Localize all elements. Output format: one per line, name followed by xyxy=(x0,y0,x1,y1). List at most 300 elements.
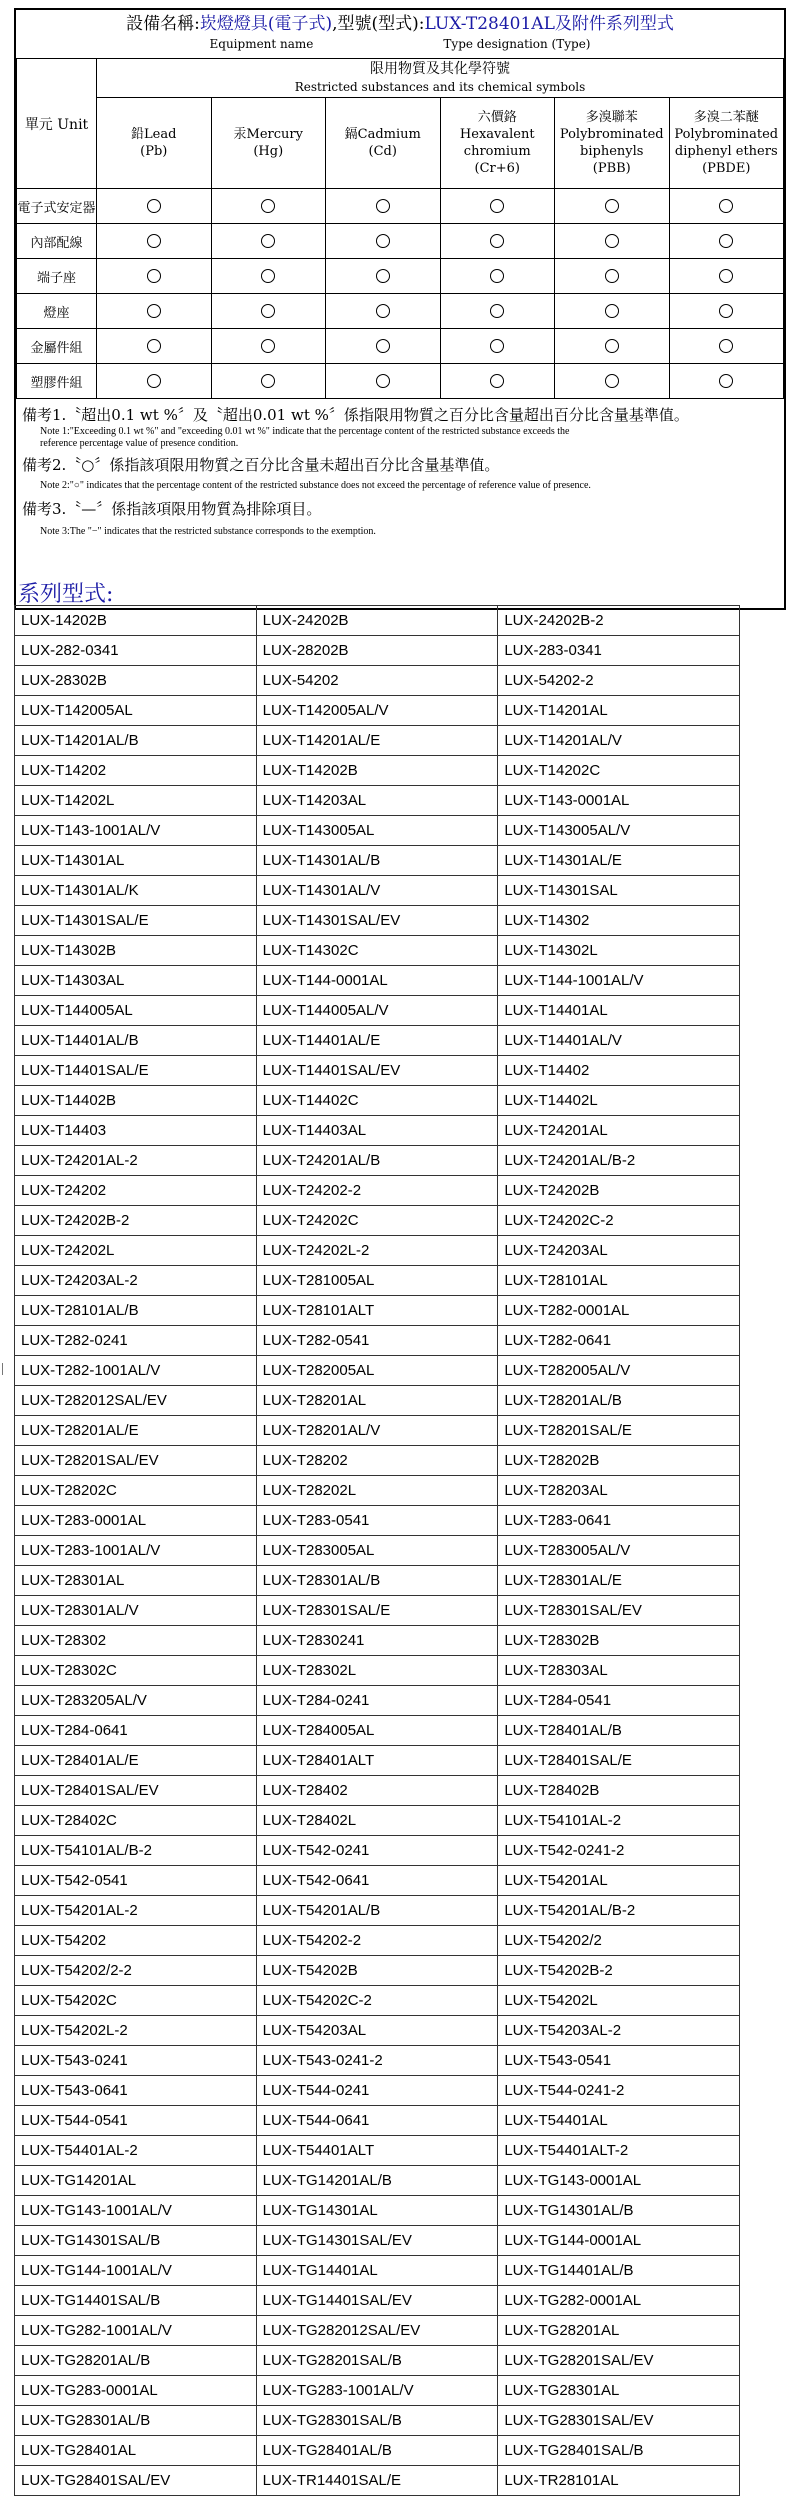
series-model-cell: LUX-T28402C xyxy=(15,1806,257,1836)
table-row xyxy=(15,1866,740,1896)
series-model-cell: LUX-T283-0001AL xyxy=(15,1506,257,1536)
series-model-cell: LUX-T282005AL/V xyxy=(498,1356,740,1386)
table-row xyxy=(15,2016,740,2046)
series-model-cell: LUX-T24202C-2 xyxy=(498,1206,740,1236)
compliance-cell xyxy=(669,259,784,294)
compliance-cell xyxy=(97,364,212,399)
series-model-cell: LUX-T14403 xyxy=(15,1116,257,1146)
table-row xyxy=(15,1836,740,1866)
series-model-cell: LUX-TG28401SAL/EV xyxy=(15,2466,257,2496)
table-row xyxy=(15,1956,740,1986)
series-model-cell: LUX-T281005AL xyxy=(256,1266,498,1296)
series-model-cell: LUX-TG28201AL xyxy=(498,2316,740,2346)
series-model-cell: LUX-T54203AL-2 xyxy=(498,2016,740,2046)
series-model-cell: LUX-T14402 xyxy=(498,1056,740,1086)
table-row xyxy=(15,1656,740,1686)
series-model-cell: LUX-T14201AL/V xyxy=(498,726,740,756)
series-model-cell: LUX-T24202L xyxy=(15,1236,257,1266)
model-name: LUX-T28401AL及附件系列型式 xyxy=(424,14,674,34)
series-model-cell: LUX-T28202 xyxy=(256,1446,498,1476)
series-model-cell: LUX-TG28201SAL/EV xyxy=(498,2346,740,2376)
substance-name: 鎘Cadmium xyxy=(344,127,421,142)
series-model-cell: LUX-T143005AL/V xyxy=(498,816,740,846)
series-model-cell: LUX-T54201AL/B-2 xyxy=(498,1896,740,1926)
compliance-cell xyxy=(669,189,784,224)
series-model-cell: LUX-T14202L xyxy=(15,786,257,816)
substance-row xyxy=(17,189,784,224)
series-model-cell: LUX-T14301AL/K xyxy=(15,876,257,906)
series-model-cell: LUX-TG14301SAL/EV xyxy=(256,2226,498,2256)
series-model-cell: LUX-T54201AL-2 xyxy=(15,1896,257,1926)
compliance-cell xyxy=(211,189,326,224)
series-model-cell: LUX-T14201AL xyxy=(498,696,740,726)
series-model-cell: LUX-T14302 xyxy=(498,906,740,936)
series-model-cell: LUX-T54101AL/B-2 xyxy=(15,1836,257,1866)
compliance-cell xyxy=(555,259,670,294)
table-row xyxy=(15,2046,740,2076)
series-model-cell: LUX-T144005AL/V xyxy=(256,996,498,1026)
series-model-cell: LUX-T542-0541 xyxy=(15,1866,257,1896)
series-title: 系列型式: xyxy=(18,582,114,607)
series-model-cell: LUX-24202B xyxy=(256,606,498,636)
series-model-cell: LUX-T54401AL-2 xyxy=(15,2136,257,2166)
series-model-cell: LUX-T14403AL xyxy=(256,1116,498,1146)
circle-mark-icon xyxy=(490,234,504,248)
series-model-cell: LUX-T28303AL xyxy=(498,1656,740,1686)
series-model-cell: LUX-T28302L xyxy=(256,1656,498,1686)
compliance-cell xyxy=(440,329,555,364)
series-model-cell: LUX-T14303AL xyxy=(15,966,257,996)
series-model-cell: LUX-T544-0241 xyxy=(256,2076,498,2106)
series-model-cell: LUX-T14301SAL xyxy=(498,876,740,906)
series-model-cell: LUX-TG282-0001AL xyxy=(498,2286,740,2316)
series-model-cell: LUX-T544-0641 xyxy=(256,2106,498,2136)
series-model-cell: LUX-T14302C xyxy=(256,936,498,966)
series-model-cell: LUX-TG14401SAL/B xyxy=(15,2286,257,2316)
series-model-cell: LUX-T143-0001AL xyxy=(498,786,740,816)
series-model-cell: LUX-T28203AL xyxy=(498,1476,740,1506)
equipment-line xyxy=(16,10,784,36)
series-model-cell: LUX-T14401AL/E xyxy=(256,1026,498,1056)
circle-mark-icon xyxy=(605,374,619,388)
series-model-cell: LUX-T14401AL/V xyxy=(498,1026,740,1056)
compliance-cell xyxy=(97,259,212,294)
table-row xyxy=(15,1476,740,1506)
series-model-cell: LUX-T142005AL xyxy=(15,696,257,726)
series-model-cell: LUX-T28201AL xyxy=(256,1386,498,1416)
circle-mark-icon xyxy=(490,199,504,213)
note-3-en: Note 3:The "−" indicates that the restricted substance corresponds to the exemption. xyxy=(40,526,376,537)
note-1-en: Note 1:"Exceeding 0.1 wt %" and "exceeding 0.01 wt %" indicate that the percentage content of the restricted substance exceeds the xyxy=(40,426,570,437)
substance-name: 鉛Lead xyxy=(131,127,177,142)
series-model-cell: LUX-T144-1001AL/V xyxy=(498,966,740,996)
series-model-cell: LUX-TG14301AL xyxy=(256,2196,498,2226)
substance-header-row xyxy=(17,98,784,189)
circle-mark-icon xyxy=(605,199,619,213)
circle-mark-icon xyxy=(261,199,275,213)
circle-mark-icon xyxy=(605,304,619,318)
series-model-cell: LUX-T14301SAL/EV xyxy=(256,906,498,936)
table-row xyxy=(15,606,740,636)
compliance-cell xyxy=(97,224,212,259)
series-model-cell: LUX-T24202L-2 xyxy=(256,1236,498,1266)
table-row xyxy=(15,1176,740,1206)
compliance-cell xyxy=(97,294,212,329)
substance-symbol: (PBB) xyxy=(592,161,631,176)
series-model-cell: LUX-T28401SAL/EV xyxy=(15,1776,257,1806)
series-model-cell: LUX-TG14401SAL/EV xyxy=(256,2286,498,2316)
circle-mark-icon xyxy=(719,304,733,318)
series-model-cell: LUX-T14201AL/B xyxy=(15,726,257,756)
series-rows xyxy=(15,606,740,2496)
series-model-cell: LUX-T28101AL xyxy=(498,1266,740,1296)
circle-mark-icon xyxy=(376,304,390,318)
table-row xyxy=(15,1806,740,1836)
series-model-cell: LUX-T54202/2-2 xyxy=(15,1956,257,1986)
series-model-cell: LUX-T14301SAL/E xyxy=(15,906,257,936)
table-row xyxy=(15,1416,740,1446)
series-model-cell: LUX-54202-2 xyxy=(498,666,740,696)
table-row xyxy=(15,2286,740,2316)
compliance-cell xyxy=(555,364,670,399)
series-model-cell: LUX-TG28301SAL/EV xyxy=(498,2406,740,2436)
series-model-cell: LUX-T283205AL/V xyxy=(15,1686,257,1716)
series-model-cell: LUX-T143005AL xyxy=(256,816,498,846)
series-model-cell: LUX-T54201AL/B xyxy=(256,1896,498,1926)
series-model-cell: LUX-T14202 xyxy=(15,756,257,786)
compliance-cell xyxy=(669,294,784,329)
substance-name-zh: 多溴聯苯 xyxy=(585,110,638,125)
circle-mark-icon xyxy=(490,339,504,353)
table-row xyxy=(15,2466,740,2496)
circle-mark-icon xyxy=(261,269,275,283)
table-row xyxy=(15,1536,740,1566)
note-1-en-cont: reference percentage value of presence condition. xyxy=(40,438,239,449)
series-model-cell: LUX-T54101AL-2 xyxy=(498,1806,740,1836)
table-row xyxy=(15,1056,740,1086)
series-model-cell: LUX-T543-0541 xyxy=(498,2046,740,2076)
series-model-cell: LUX-TG143-0001AL xyxy=(498,2166,740,2196)
series-model-cell: LUX-T24202-2 xyxy=(256,1176,498,1206)
restricted-title-en: Restricted substances and its chemical symbols xyxy=(294,80,586,94)
table-row xyxy=(15,726,740,756)
series-model-cell: LUX-T54202C-2 xyxy=(256,1986,498,2016)
table-row xyxy=(15,1146,740,1176)
note-1: 備考1.〝超出0.1 wt %〞及〝超出0.01 wt %〞係指限用物質之百分比含量超出百分比含量基準值。 xyxy=(22,406,689,424)
table-row xyxy=(15,2136,740,2166)
table-row xyxy=(15,1356,740,1386)
compliance-cell xyxy=(555,224,670,259)
circle-mark-icon xyxy=(719,199,733,213)
series-model-cell: LUX-T54201AL xyxy=(498,1866,740,1896)
table-row xyxy=(15,1626,740,1656)
series-model-cell: LUX-TG28401AL xyxy=(15,2436,257,2466)
compliance-cell xyxy=(440,259,555,294)
compliance-cell xyxy=(97,329,212,364)
series-model-cell: LUX-T54202-2 xyxy=(256,1926,498,1956)
table-row xyxy=(15,1986,740,2016)
compliance-cell xyxy=(440,364,555,399)
substance-symbol: (Hg) xyxy=(253,144,284,159)
table-row xyxy=(15,1896,740,1926)
compliance-cell xyxy=(326,189,441,224)
table-row xyxy=(15,1206,740,1236)
table-row xyxy=(15,786,740,816)
series-model-cell: LUX-T28201SAL/E xyxy=(498,1416,740,1446)
series-model-cell: LUX-T14402L xyxy=(498,1086,740,1116)
substance-name: Polybrominated biphenyls xyxy=(559,127,664,159)
series-model-cell: LUX-T543-0241-2 xyxy=(256,2046,498,2076)
equipment-label: 設備名稱: xyxy=(126,14,200,34)
circle-mark-icon xyxy=(147,339,161,353)
series-model-cell: LUX-T24201AL-2 xyxy=(15,1146,257,1176)
table-row xyxy=(15,1716,740,1746)
circle-mark-icon xyxy=(147,374,161,388)
series-model-cell: LUX-T28402L xyxy=(256,1806,498,1836)
table-row xyxy=(15,2256,740,2286)
substance-name-zh: 多溴二苯醚 xyxy=(693,110,759,125)
series-model-cell: LUX-T54202/2 xyxy=(498,1926,740,1956)
series-model-cell: LUX-T54202L xyxy=(498,1986,740,2016)
compliance-cell xyxy=(669,224,784,259)
series-model-cell: LUX-T14401SAL/E xyxy=(15,1056,257,1086)
series-model-cell: LUX-T28202L xyxy=(256,1476,498,1506)
series-model-cell: LUX-T28201SAL/EV xyxy=(15,1446,257,1476)
series-model-cell: LUX-TG14301AL/B xyxy=(498,2196,740,2226)
series-model-cell: LUX-T28202C xyxy=(15,1476,257,1506)
equipment-name: 崁燈燈具(電子式) xyxy=(199,14,333,34)
series-model-cell: LUX-T284-0241 xyxy=(256,1686,498,1716)
compliance-cell xyxy=(555,189,670,224)
compliance-cell xyxy=(211,364,326,399)
substance-row xyxy=(17,259,784,294)
series-model-cell: LUX-TG14201AL/B xyxy=(256,2166,498,2196)
table-row xyxy=(15,996,740,1026)
series-model-cell: LUX-T54401ALT-2 xyxy=(498,2136,740,2166)
table-row xyxy=(15,906,740,936)
series-model-cell: LUX-T544-0541 xyxy=(15,2106,257,2136)
row-unit-name: 內部配線 xyxy=(17,224,97,259)
series-model-cell: LUX-TG282-1001AL/V xyxy=(15,2316,257,2346)
substance-row xyxy=(17,364,784,399)
table-row xyxy=(15,876,740,906)
series-model-cell: LUX-T143-1001AL/V xyxy=(15,816,257,846)
series-model-cell: LUX-T24201AL/B-2 xyxy=(498,1146,740,1176)
series-model-cell: LUX-TG28301SAL/B xyxy=(256,2406,498,2436)
table-row xyxy=(15,966,740,996)
table-row xyxy=(15,1026,740,1056)
table-row xyxy=(15,1926,740,1956)
series-model-cell: LUX-T283005AL xyxy=(256,1536,498,1566)
circle-mark-icon xyxy=(605,234,619,248)
table-row xyxy=(15,2196,740,2226)
series-model-cell: LUX-T54202L-2 xyxy=(15,2016,257,2046)
series-model-cell: LUX-TG144-0001AL xyxy=(498,2226,740,2256)
circle-mark-icon xyxy=(490,374,504,388)
series-model-cell: LUX-TG143-1001AL/V xyxy=(15,2196,257,2226)
series-model-cell: LUX-T284-0541 xyxy=(498,1686,740,1716)
series-model-cell: LUX-T54202 xyxy=(15,1926,257,1956)
compliance-cell xyxy=(326,329,441,364)
series-model-cell: LUX-TG14301SAL/B xyxy=(15,2226,257,2256)
series-model-cell: LUX-T14402B xyxy=(15,1086,257,1116)
series-model-cell: LUX-TG283-0001AL xyxy=(15,2376,257,2406)
substance-pbde xyxy=(669,98,784,189)
series-model-cell: LUX-T54401ALT xyxy=(256,2136,498,2166)
series-model-cell: LUX-T54202B-2 xyxy=(498,1956,740,1986)
series-model-cell: LUX-T282005AL xyxy=(256,1356,498,1386)
substance-name: 汞Mercury xyxy=(233,127,303,142)
series-model-cell: LUX-TG14401AL xyxy=(256,2256,498,2286)
series-model-cell: LUX-TG14201AL xyxy=(15,2166,257,2196)
series-model-cell: LUX-T28301AL xyxy=(15,1566,257,1596)
series-model-cell: LUX-T14302L xyxy=(498,936,740,966)
series-model-cell: LUX-T144-0001AL xyxy=(256,966,498,996)
table-row xyxy=(15,2316,740,2346)
circle-mark-icon xyxy=(719,234,733,248)
compliance-cell xyxy=(211,259,326,294)
table-row xyxy=(15,1566,740,1596)
table-row xyxy=(15,1746,740,1776)
series-model-cell: LUX-T282-0541 xyxy=(256,1326,498,1356)
series-model-cell: LUX-T542-0241-2 xyxy=(498,1836,740,1866)
series-model-cell: LUX-T282-0241 xyxy=(15,1326,257,1356)
substance-symbol: (Cd) xyxy=(368,144,397,159)
circle-mark-icon xyxy=(147,199,161,213)
compliance-cell xyxy=(97,189,212,224)
series-model-cell: LUX-T28302B xyxy=(498,1626,740,1656)
unit-header: 單元 Unit xyxy=(17,59,97,189)
notes xyxy=(16,404,784,538)
series-model-cell: LUX-T543-0241 xyxy=(15,2046,257,2076)
restricted-title: 限用物質及其化學符號 xyxy=(370,61,510,77)
series-model-cell: LUX-T28301SAL/E xyxy=(256,1596,498,1626)
series-model-cell: LUX-T284005AL xyxy=(256,1716,498,1746)
series-model-cell: LUX-TG28201AL/B xyxy=(15,2346,257,2376)
compliance-cell xyxy=(555,294,670,329)
series-table xyxy=(14,605,740,2496)
row-unit-name: 電子式安定器 xyxy=(17,189,97,224)
series-model-cell: LUX-T28101AL/B xyxy=(15,1296,257,1326)
series-model-cell: LUX-T28402 xyxy=(256,1776,498,1806)
table-row xyxy=(15,846,740,876)
series-model-cell: LUX-T54203AL xyxy=(256,2016,498,2046)
table-row xyxy=(15,1596,740,1626)
row-unit-name: 端子座 xyxy=(17,259,97,294)
table-row xyxy=(15,2226,740,2256)
series-model-cell: LUX-T28401AL/E xyxy=(15,1746,257,1776)
series-model-cell: LUX-TG28401SAL/B xyxy=(498,2436,740,2466)
series-model-cell: LUX-T24203AL-2 xyxy=(15,1266,257,1296)
compliance-cell xyxy=(326,259,441,294)
circle-mark-icon xyxy=(261,374,275,388)
circle-mark-icon xyxy=(261,234,275,248)
table-row xyxy=(15,816,740,846)
compliance-cell xyxy=(669,364,784,399)
restricted-substances-table xyxy=(16,58,784,399)
substance-name: Hexavalent chromium xyxy=(459,127,535,159)
series-model-cell: LUX-T24202 xyxy=(15,1176,257,1206)
compliance-cell xyxy=(440,189,555,224)
series-model-cell: LUX-T28202B xyxy=(498,1446,740,1476)
circle-mark-icon xyxy=(376,374,390,388)
circle-mark-icon xyxy=(605,269,619,283)
compliance-cell xyxy=(326,294,441,329)
series-model-cell: LUX-28202B xyxy=(256,636,498,666)
substance-row xyxy=(17,224,784,259)
series-model-cell: LUX-T14202B xyxy=(256,756,498,786)
table-row xyxy=(15,636,740,666)
substance-name-zh: 六價鉻 xyxy=(477,110,517,125)
series-model-cell: LUX-T542-0241 xyxy=(256,1836,498,1866)
equipment-name-en: Equipment name xyxy=(209,37,314,51)
series-model-cell: LUX-T544-0241-2 xyxy=(498,2076,740,2106)
substance-chromium xyxy=(440,98,555,189)
series-model-cell: LUX-T28302C xyxy=(15,1656,257,1686)
table-row xyxy=(15,2166,740,2196)
circle-mark-icon xyxy=(605,339,619,353)
table-row xyxy=(15,936,740,966)
substance-row xyxy=(17,294,784,329)
series-model-cell: LUX-T28301AL/V xyxy=(15,1596,257,1626)
compliance-cell xyxy=(326,224,441,259)
compliance-cell xyxy=(211,294,326,329)
series-model-cell: LUX-TR14401SAL/E xyxy=(256,2466,498,2496)
substance-cadmium xyxy=(326,98,441,189)
circle-mark-icon xyxy=(490,304,504,318)
model-label: ,型號(型式): xyxy=(332,14,425,34)
series-model-cell: LUX-T28401ALT xyxy=(256,1746,498,1776)
circle-mark-icon xyxy=(376,339,390,353)
series-model-cell: LUX-T283-0641 xyxy=(498,1506,740,1536)
row-unit-name: 金屬件組 xyxy=(17,329,97,364)
series-model-cell: LUX-T282-0641 xyxy=(498,1326,740,1356)
circle-mark-icon xyxy=(719,339,733,353)
table-row xyxy=(15,1386,740,1416)
type-designation-en: Type designation (Type) xyxy=(443,37,591,51)
circle-mark-icon xyxy=(147,304,161,318)
circle-mark-icon xyxy=(376,234,390,248)
series-model-cell: LUX-T24202B-2 xyxy=(15,1206,257,1236)
series-model-cell: LUX-T142005AL/V xyxy=(256,696,498,726)
table-row xyxy=(15,1326,740,1356)
series-model-cell: LUX-T14402C xyxy=(256,1086,498,1116)
table-row xyxy=(15,1686,740,1716)
table-row xyxy=(15,2346,740,2376)
substance-lead xyxy=(97,98,212,189)
series-model-cell: LUX-T24201AL xyxy=(498,1116,740,1146)
substance-name: Polybrominated diphenyl ethers xyxy=(674,127,779,159)
substance-row xyxy=(17,329,784,364)
series-model-cell: LUX-TG283-1001AL/V xyxy=(256,2376,498,2406)
note-2-en: Note 2:"○" indicates that the percentage content of the restricted substance does not exceed the percentage of reference value of presence. xyxy=(40,480,591,491)
table-row xyxy=(15,756,740,786)
series-model-cell: LUX-T28402B xyxy=(498,1776,740,1806)
restricted-header xyxy=(97,59,784,98)
series-model-cell: LUX-T283-0541 xyxy=(256,1506,498,1536)
substance-symbol: (PBDE) xyxy=(702,161,751,176)
compliance-cell xyxy=(326,364,441,399)
series-model-cell: LUX-24202B-2 xyxy=(498,606,740,636)
row-unit-name: 塑膠件組 xyxy=(17,364,97,399)
circle-mark-icon xyxy=(719,374,733,388)
series-model-cell: LUX-54202 xyxy=(256,666,498,696)
series-model-cell: LUX-T54202C xyxy=(15,1986,257,2016)
circle-mark-icon xyxy=(261,339,275,353)
compliance-cell xyxy=(211,224,326,259)
circle-mark-icon xyxy=(147,234,161,248)
series-model-cell: LUX-283-0341 xyxy=(498,636,740,666)
